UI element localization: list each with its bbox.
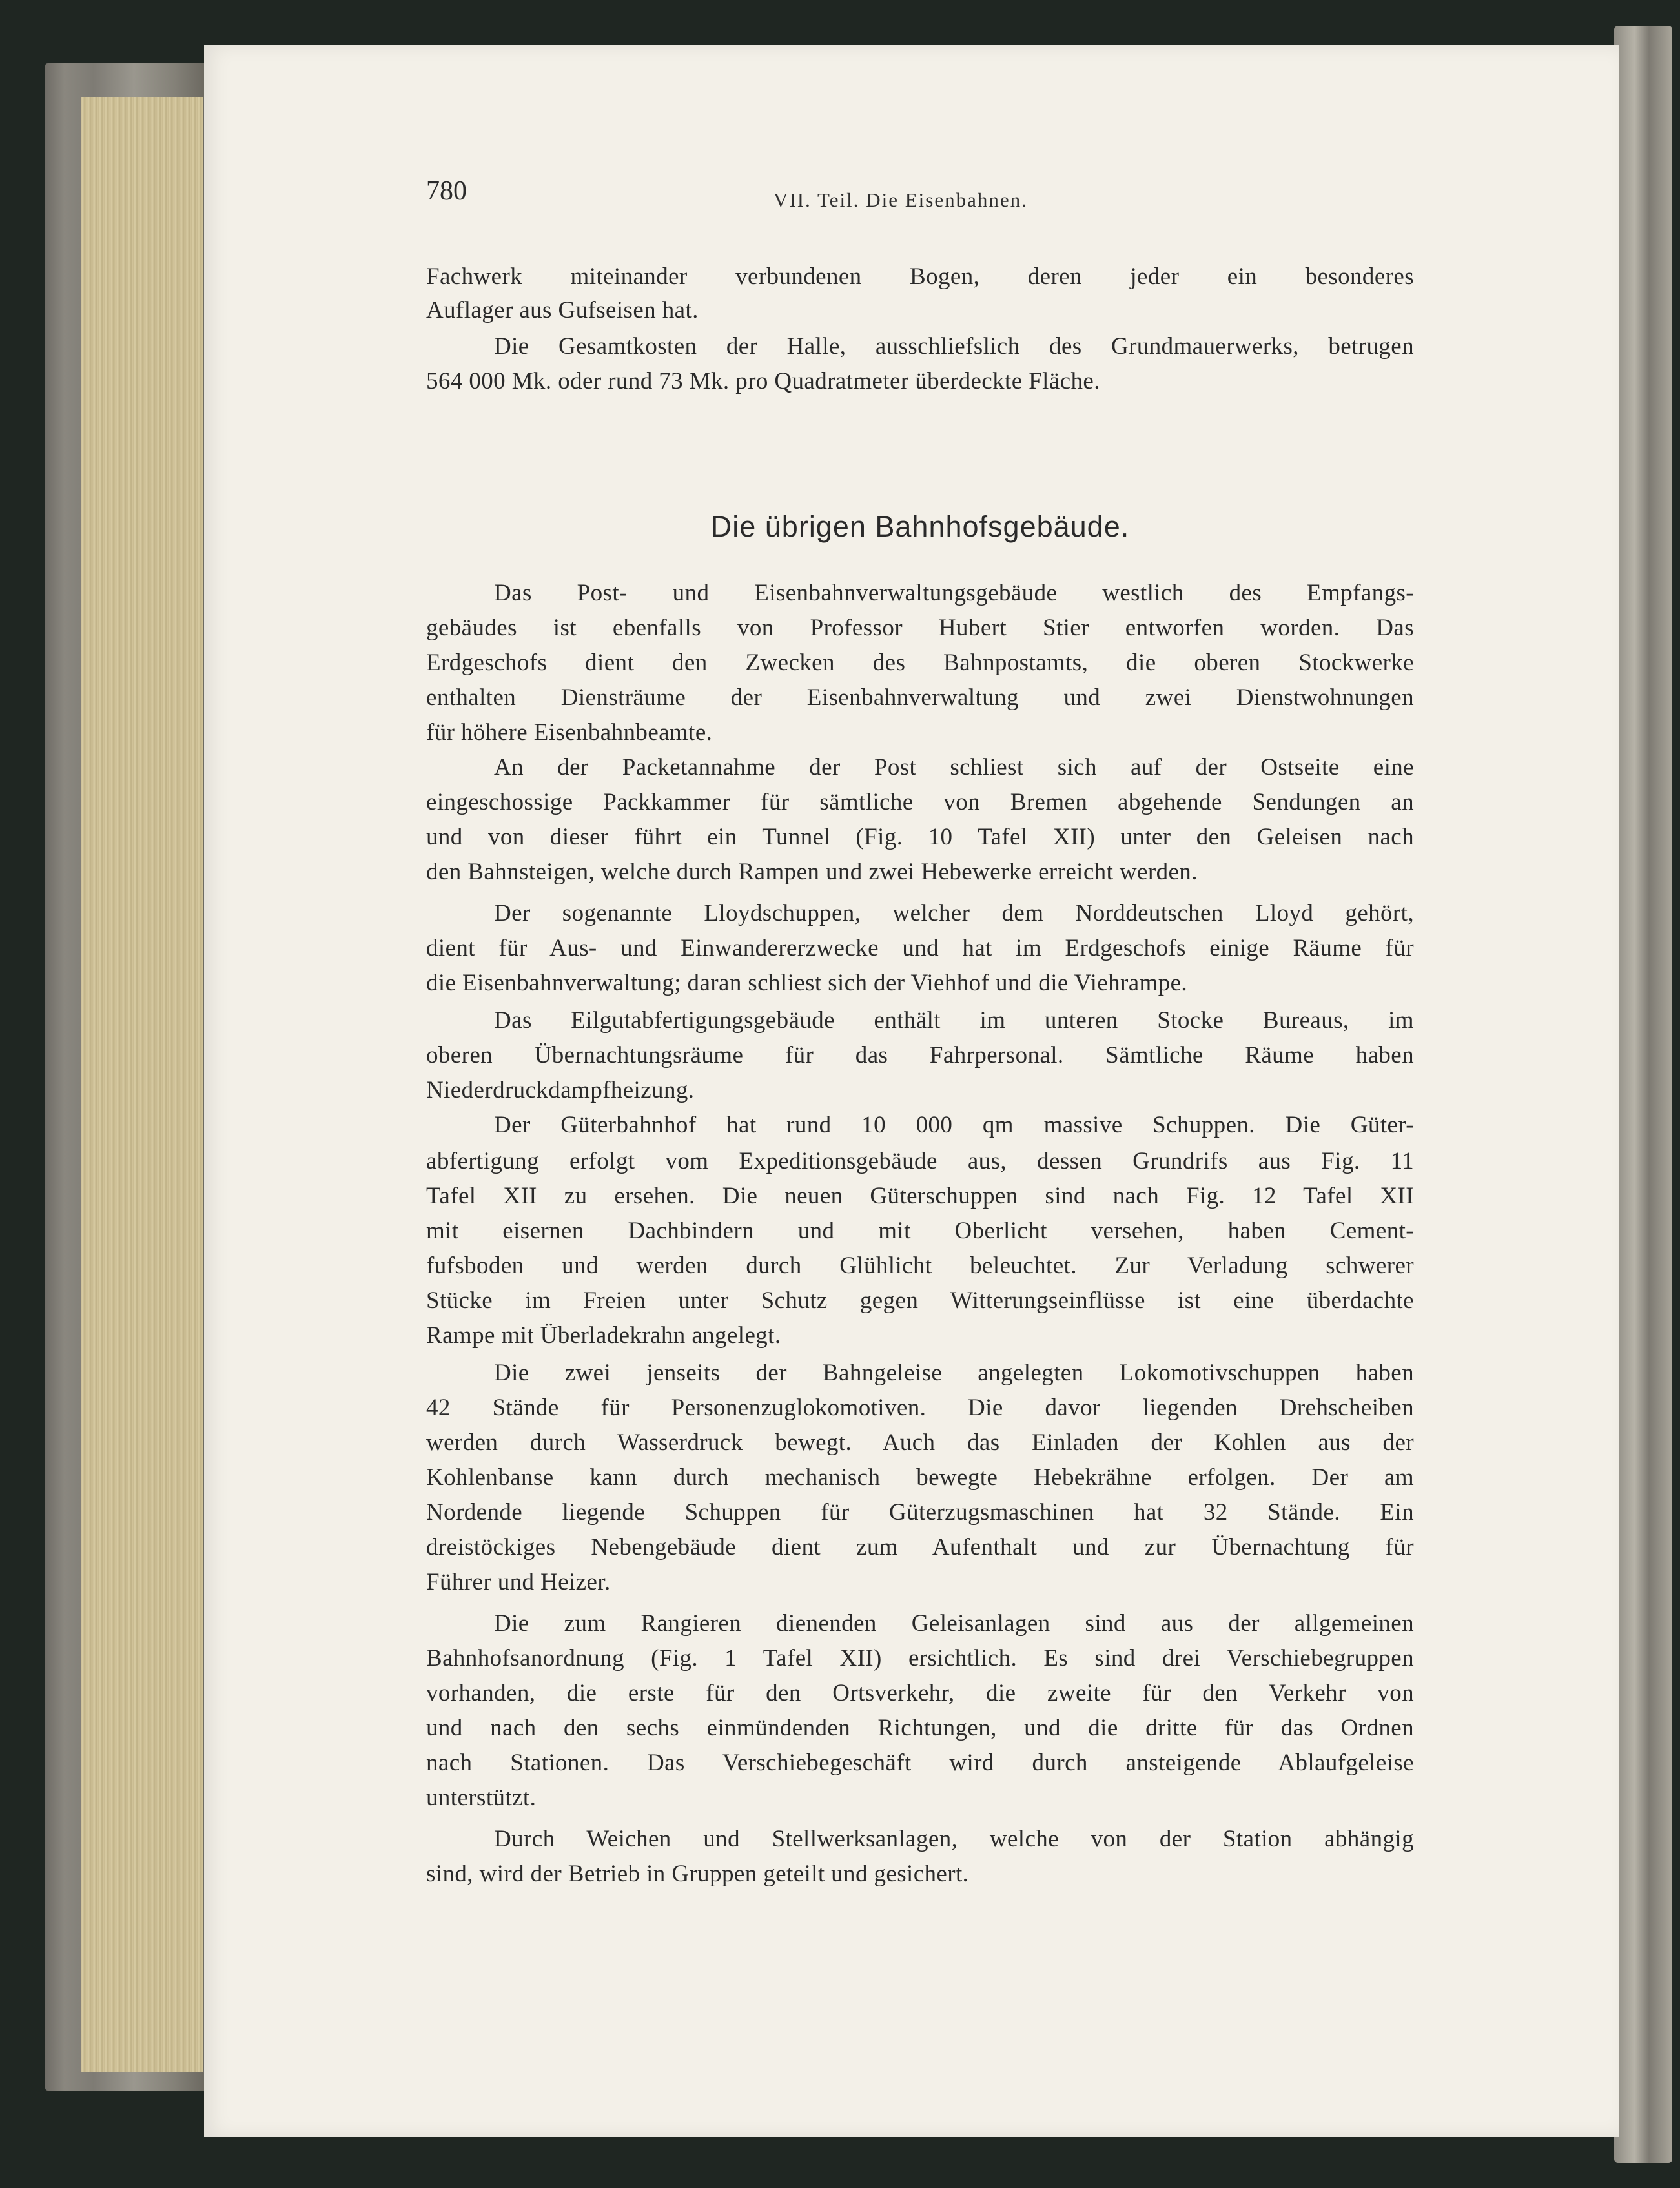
text-line: An der Packetannahme der Post schliest sich auf der Ostseite eine xyxy=(494,754,1414,781)
text-line: dient für Aus- und Einwandererzwecke und hat im Erdgeschofs einige Räume für xyxy=(426,935,1414,961)
text-line: 42 Stände für Personenzuglokomotiven. Die davor liegenden Drehscheiben xyxy=(426,1395,1414,1421)
text-line: unterstützt. xyxy=(426,1784,537,1811)
text-line: Die zwei jenseits der Bahngeleise angelegten Lokomotivschuppen haben xyxy=(494,1360,1414,1386)
text-line: sind, wird der Betrieb in Gruppen geteilt und gesichert. xyxy=(426,1861,969,1887)
text-line: den Bahnsteigen, welche durch Rampen und zwei Hebewerke erreicht werden. xyxy=(426,859,1198,885)
text-line: mit eisernen Dachbindern und mit Oberlicht versehen, haben Cement- xyxy=(426,1218,1414,1244)
text-line: Erdgeschofs dient den Zwecken des Bahnpostamts, die oberen Stockwerke xyxy=(426,649,1414,676)
text-line: enthalten Diensträume der Eisenbahnverwaltung und zwei Dienstwohnungen xyxy=(426,684,1414,711)
text-line: Kohlenbanse kann durch mechanisch bewegte Hebekrähne erfolgen. Der am xyxy=(426,1464,1414,1491)
text-line: abfertigung erfolgt vom Expeditionsgebäude aus, dessen Grundrifs aus Fig. 11 xyxy=(426,1148,1414,1174)
text-line: und von dieser führt ein Tunnel (Fig. 10 Tafel XII) unter den Geleisen nach xyxy=(426,824,1414,850)
text-line: oberen Übernachtungsräume für das Fahrpersonal. Sämtliche Räume haben xyxy=(426,1042,1414,1068)
text-line: gebäudes ist ebenfalls von Professor Hubert Stier entworfen worden. Das xyxy=(426,615,1414,641)
text-line: vorhanden, die erste für den Ortsverkehr, die zweite für den Verkehr von xyxy=(426,1680,1414,1706)
text-line: Niederdruckdampfheizung. xyxy=(426,1077,695,1103)
text-line: Durch Weichen und Stellwerksanlagen, welche von der Station abhängig xyxy=(494,1826,1414,1852)
text-line: 564 000 Mk. oder rund 73 Mk. pro Quadratmeter überdeckte Fläche. xyxy=(426,368,1100,394)
text-line: Rampe mit Überladekrahn angelegt. xyxy=(426,1322,781,1349)
section-heading: Die übrigen Bahnhofsgebäude. xyxy=(710,510,1130,543)
text-line: Tafel XII zu ersehen. Die neuen Güterschuppen sind nach Fig. 12 Tafel XII xyxy=(426,1183,1414,1209)
right-binding xyxy=(1614,26,1672,2163)
text-line: Auflager aus Gufseisen hat. xyxy=(426,297,699,323)
text-line: nach Stationen. Das Verschiebegeschäft wird durch ansteigende Ablaufgeleise xyxy=(426,1750,1414,1776)
text-line: Die zum Rangieren dienenden Geleisanlagen sind aus der allgemeinen xyxy=(494,1610,1414,1637)
text-line: Stücke im Freien unter Schutz gegen Witterungseinflüsse ist eine überdachte xyxy=(426,1287,1414,1314)
text-line: Der sogenannte Lloydschuppen, welcher dem Norddeutschen Lloyd gehört, xyxy=(494,900,1414,926)
text-line: Fachwerk miteinander verbundenen Bogen, deren jeder ein besonderes xyxy=(426,263,1414,290)
page-edges xyxy=(81,97,203,2072)
text-line: eingeschossige Packkammer für sämtliche von Bremen abgehende Sendungen an xyxy=(426,789,1414,815)
text-line: und nach den sechs einmündenden Richtungen, und die dritte für das Ordnen xyxy=(426,1715,1414,1741)
text-line: werden durch Wasserdruck bewegt. Auch das Einladen der Kohlen aus der xyxy=(426,1429,1414,1456)
text-line: Führer und Heizer. xyxy=(426,1569,611,1595)
text-line: Das Eilgutabfertigungsgebäude enthält im unteren Stocke Bureaus, im xyxy=(494,1007,1414,1034)
text-line: Die Gesamtkosten der Halle, ausschliefslich des Grundmauerwerks, betrugen xyxy=(494,333,1414,360)
text-line: Das Post- und Eisenbahnverwaltungsgebäude westlich des Empfangs- xyxy=(494,580,1414,606)
text-line: Nordende liegende Schuppen für Güterzugsmaschinen hat 32 Stände. Ein xyxy=(426,1499,1414,1526)
text-line: dreistöckiges Nebengebäude dient zum Aufenthalt und zur Übernachtung für xyxy=(426,1534,1414,1560)
text-line: Der Güterbahnhof hat rund 10 000 qm massive Schuppen. Die Güter- xyxy=(494,1112,1414,1138)
text-line: die Eisenbahnverwaltung; daran schliest sich der Viehhof und die Viehrampe. xyxy=(426,970,1188,996)
text-line: fufsboden und werden durch Glühlicht beleuchtet. Zur Verladung schwerer xyxy=(426,1252,1414,1279)
text-line: Bahnhofsanordnung (Fig. 1 Tafel XII) ersichtlich. Es sind drei Verschiebegruppen xyxy=(426,1645,1414,1672)
running-head: VII. Teil. Die Eisenbahnen. xyxy=(773,189,1028,211)
page-number: 780 xyxy=(426,176,467,206)
text-line: für höhere Eisenbahnbeamte. xyxy=(426,719,713,746)
